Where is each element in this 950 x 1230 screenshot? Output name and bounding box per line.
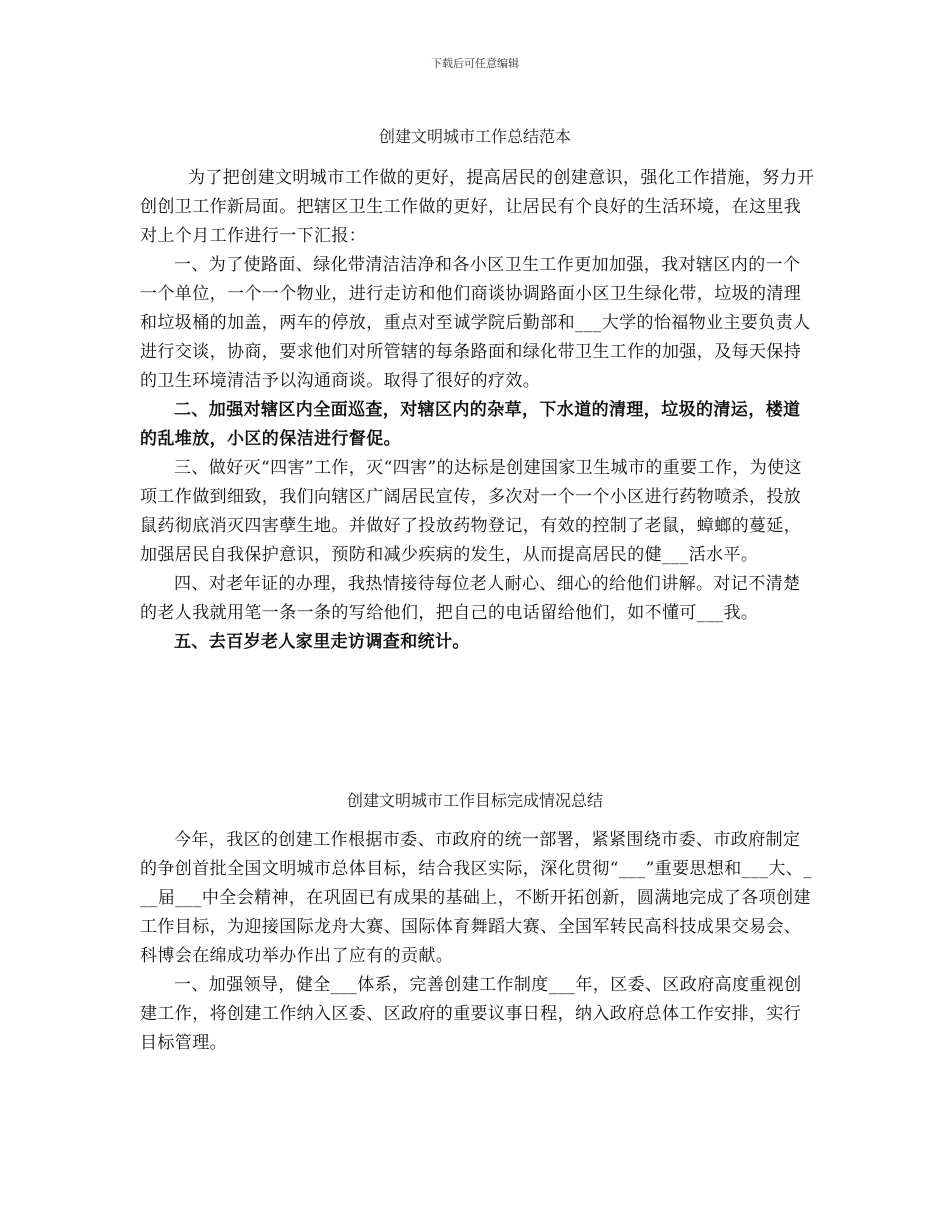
item-three-paragraph: 三、做好灭“四害”工作，灭“四害”的达标是创建国家卫生城市的重要工作，为使这项工作做到细致，我们向辖区广阔居民宣传，多次对一个一个小区进行药物喷杀，投放鼠药彻底消灭四害孽生地。并做好了投放药物登记，有效的控制了老鼠，蟑螂的蔓延，加强居民自我保护意识，预防和减少疾病的发生，从而提高居民的健___活水平。 — [140, 458, 802, 565]
section2-body — [140, 826, 815, 1058]
intro-first-line-wrapper — [140, 164, 815, 251]
summary-paragraph: 今年，我区的创建工作根据市委、市政府的统一部署，紧紧围绕市委、市政府制定的争创首批全国文明城市总体目标，结合我区实际，深化贯彻“___”重要思想和___大、___届___中全会精神，在巩固已有成果的基础上，不断开拓创新，圆满地完成了各项创建工作目标，为迎接国际龙舟大赛、国际体育舞蹈大赛、全国军转民高科技成果交易会、科博会在绵成功举办作出了应有的贡献。 — [140, 830, 813, 966]
page-header: 下载后可任意编辑 — [431, 57, 519, 70]
intro-paragraph: 为了把创建文明城市工作做的更好，提高居民的创建意识，强化工作措施，努力开创创卫工作新局面。把辖区卫生工作做的更好，让居民有个良好的生活环境，在这里我对上个月工作进行一下汇报： — [140, 168, 815, 246]
item-five-paragraph: 五、去百岁老人家里走访调查和统计。 — [174, 632, 470, 652]
section2-item-one-paragraph: 一、加强领导，健全___体系，完善创建工作制度___年，区委、区政府高度重视创建工作，将创建工作纳入区委、区政府的重要议事日程，纳入政府总体工作安排，实行目标管理。 — [140, 975, 802, 1053]
section1-body — [140, 164, 815, 657]
item-two-paragraph: 二、加强对辖区内全面巡查，对辖区内的杂草，下水道的清理，垃圾的清运，楼道的乱堆放，小区的保洁进行督促。 — [140, 400, 801, 449]
section1-title: 创建文明城市工作总结范本 — [378, 127, 571, 146]
item-one-paragraph: 一、为了使路面、绿化带清洁洁净和各小区卫生工作更加加强，我对辖区内的一个一个单位，一个一个物业，进行走访和他们商谈协调路面小区卫生绿化带，垃圾的清理和垃圾桶的加盖，两车的停放，重点对至诚学院后勤部和___大学的怡福物业主要负责人进行交谈，协商，要求他们对所管辖的每条路面和绿化带卫生工作的加强，及每天保持的卫生环境清洁予以沟通商谈。取得了很好的疗效。 — [140, 255, 811, 391]
item-four-paragraph: 四、对老年证的办理，我热情接待每位老人耐心、细心的给他们讲解。对记不清楚的老人我就用笔一条一条的写给他们，把自己的电话留给他们，如不懂可___我。 — [140, 574, 801, 623]
section2-title: 创建文明城市工作目标完成情况总结 — [346, 791, 603, 810]
